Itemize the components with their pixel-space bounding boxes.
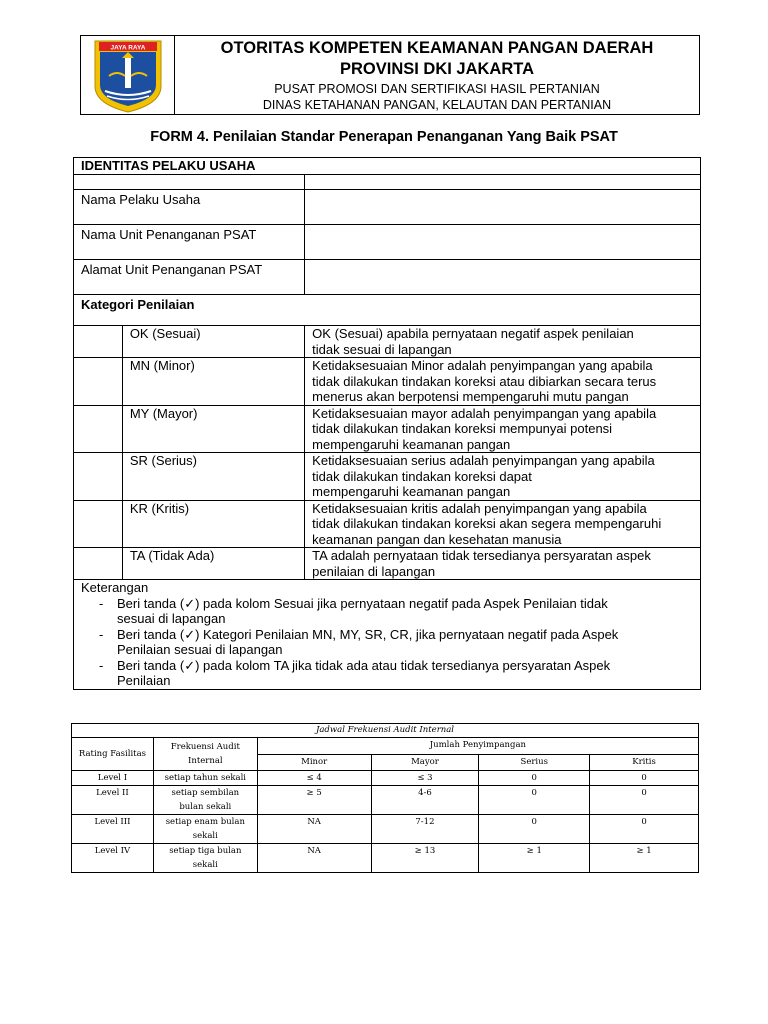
org-title-line2: PROVINSI DKI JAKARTA	[339, 60, 535, 78]
minor-cell: NA	[257, 844, 371, 873]
field-value-nama-pelaku[interactable]	[305, 190, 701, 225]
keterangan-list	[81, 596, 693, 689]
kategori-desc: Ketidaksesuaian mayor adalah penyimpangan yang apabila tidak dilakukan tindakan koreksi mempunyai potensi mempengaruhi keamanan pangan	[305, 405, 701, 453]
serius-cell: 0	[479, 815, 590, 844]
kritis-cell: ≥ 1	[590, 844, 699, 873]
kategori-desc: TA adalah pernyataan tidak tersedianya persyaratan aspek penilaian di lapangan	[305, 548, 701, 580]
field-row-alamat-unit	[74, 260, 701, 295]
kritis-cell: 0	[590, 771, 699, 786]
identitas-heading: IDENTITAS PELAKU USAHA	[74, 158, 701, 175]
kategori-code: SR (Serius)	[122, 453, 304, 501]
logo-motto: JAYA RAYA	[110, 44, 146, 52]
form-title: FORM 4. Penilaian Standar Penerapan Penanganan Yang Baik PSAT	[150, 129, 618, 145]
kategori-code: MN (Minor)	[122, 358, 304, 406]
kategori-heading: Kategori Penilaian	[74, 295, 701, 326]
kategori-code: KR (Kritis)	[122, 500, 304, 548]
mayor-cell: 7-12	[371, 815, 479, 844]
mayor-cell: ≥ 13	[371, 844, 479, 873]
field-label: Nama Pelaku Usaha	[74, 190, 305, 225]
freq-table-title: Jadwal Frekuensi Audit Internal	[72, 724, 699, 738]
keterangan-item: - Beri tanda (✓) Kategori Penilaian MN, MY, SR, CR, jika pernyataan negatif pada Aspek Penilaian sesuai di lapangan	[99, 627, 693, 658]
kategori-heading-row	[74, 295, 701, 326]
keterangan-item: - Beri tanda (✓) pada kolom Sesuai jika pernyataan negatif pada Aspek Penilaian tidak sesuai di lapangan	[99, 596, 693, 627]
org-subtitle-line2: DINAS KETAHANAN PANGAN, KELAUTAN DAN PERTANIAN	[262, 98, 612, 112]
kategori-row	[74, 548, 701, 580]
table-row	[72, 771, 699, 786]
col-header-rating: Rating Fasilitas	[72, 738, 154, 771]
kategori-row	[74, 358, 701, 406]
field-row-nama-pelaku	[74, 190, 701, 225]
minor-cell: ≤ 4	[257, 771, 371, 786]
mayor-cell: 4-6	[371, 786, 479, 815]
org-subtitle-line1: PUSAT PROMOSI DAN SERTIFIKASI HASIL PERTANIAN	[274, 82, 600, 96]
mayor-cell: ≤ 3	[371, 771, 479, 786]
kategori-row	[74, 405, 701, 453]
table-row	[72, 815, 699, 844]
minor-cell: ≥ 5	[257, 786, 371, 815]
col-header-minor: Minor	[257, 754, 371, 771]
identitas-heading-row	[74, 158, 701, 175]
col-header-mayor: Mayor	[371, 754, 479, 771]
kategori-desc: OK (Sesuai) apabila pernyataan negatif aspek penilaian tidak sesuai di lapangan	[305, 326, 701, 358]
serius-cell: ≥ 1	[479, 844, 590, 873]
kategori-row	[74, 453, 701, 501]
letterhead	[80, 35, 700, 115]
kritis-cell: 0	[590, 815, 699, 844]
kategori-code: OK (Sesuai)	[122, 326, 304, 358]
col-header-frekuensi: Frekuensi Audit Internal	[153, 738, 257, 771]
freq-cell: setiap tahun sekali	[153, 771, 257, 786]
level-cell: Level IV	[72, 844, 154, 873]
freq-cell: setiap sembilan bulan sekali	[153, 786, 257, 815]
level-cell: Level II	[72, 786, 154, 815]
kritis-cell: 0	[590, 786, 699, 815]
serius-cell: 0	[479, 786, 590, 815]
keterangan-item: - Beri tanda (✓) pada kolom TA jika tidak ada atau tidak tersedianya persyaratan Aspek Penilaian	[99, 658, 693, 689]
freq-header-row	[72, 738, 699, 755]
freq-title-row	[72, 724, 699, 738]
org-title-line1: OTORITAS KOMPETEN KEAMANAN PANGAN DAERAH	[220, 39, 654, 57]
kategori-row	[74, 326, 701, 358]
table-row	[72, 786, 699, 815]
keterangan-row	[74, 580, 701, 690]
keterangan-heading: Keterangan	[81, 580, 149, 595]
blank-row	[74, 175, 701, 190]
kategori-desc: Ketidaksesuaian serius adalah penyimpangan yang apabila tidak dilakukan tindakan koreksi dapat mempengaruhi keamanan pangan	[305, 453, 701, 501]
kategori-desc: Ketidaksesuaian Minor adalah penyimpangan yang apabila tidak dilakukan tindakan koreksi atau dibiarkan secara terus menerus akan berpotensi mempengaruhi mutu pangan	[305, 358, 701, 406]
letterhead-text	[175, 36, 699, 114]
field-label: Nama Unit Penanganan PSAT	[74, 225, 305, 260]
serius-cell: 0	[479, 771, 590, 786]
kategori-code: MY (Mayor)	[122, 405, 304, 453]
dki-jakarta-logo	[81, 36, 174, 114]
col-header-jumlah: Jumlah Penyimpangan	[257, 738, 698, 755]
field-value-nama-unit[interactable]	[305, 225, 701, 260]
field-row-nama-unit	[74, 225, 701, 260]
table-row	[72, 844, 699, 873]
freq-cell: setiap tiga bulan sekali	[153, 844, 257, 873]
audit-frequency-table	[71, 723, 699, 873]
field-label: Alamat Unit Penanganan PSAT	[74, 260, 305, 295]
kategori-code: TA (Tidak Ada)	[122, 548, 304, 580]
kategori-desc: Ketidaksesuaian kritis adalah penyimpangan yang apabila tidak dilakukan tindakan koreksi akan segera mempengaruhi keamanan pangan dan kesehatan manusia	[305, 500, 701, 548]
level-cell: Level III	[72, 815, 154, 844]
assessment-form-table	[73, 157, 701, 690]
col-header-serius: Serius	[479, 754, 590, 771]
field-value-alamat-unit[interactable]	[305, 260, 701, 295]
logo-cell	[81, 36, 175, 114]
keterangan-cell	[74, 580, 701, 690]
minor-cell: NA	[257, 815, 371, 844]
col-header-kritis: Kritis	[590, 754, 699, 771]
level-cell: Level I	[72, 771, 154, 786]
kategori-row	[74, 500, 701, 548]
freq-cell: setiap enam bulan sekali	[153, 815, 257, 844]
